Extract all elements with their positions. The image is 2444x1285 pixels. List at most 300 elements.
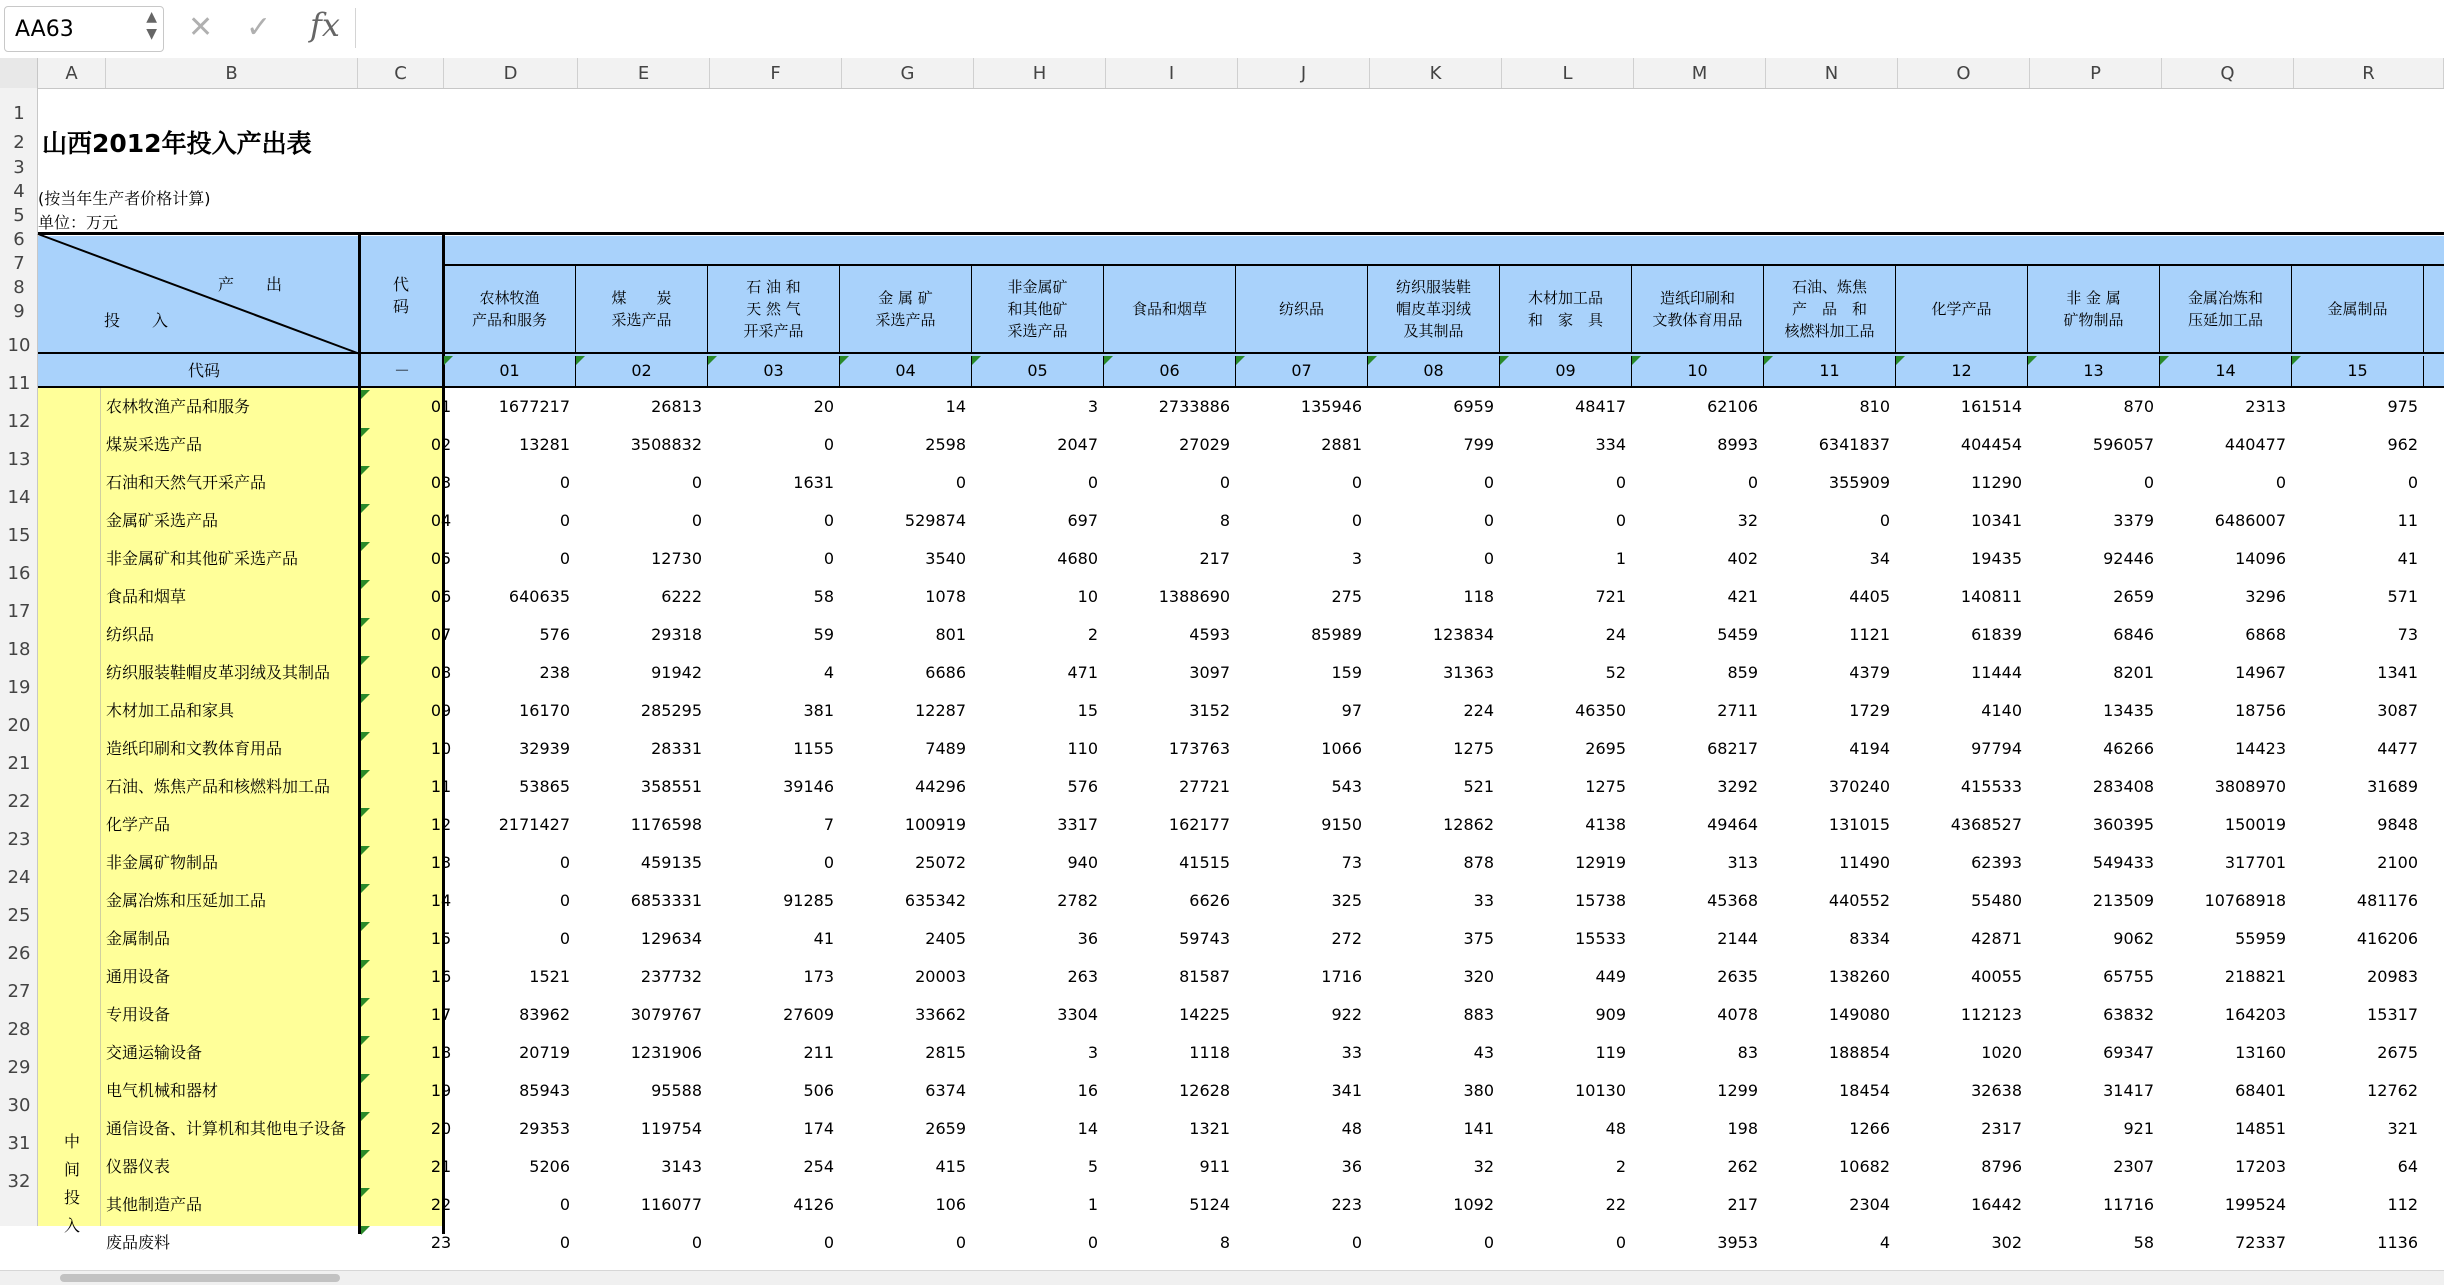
table-cell[interactable]: 129634 (640, 929, 702, 948)
row-name-20[interactable]: 通信设备、计算机和其他电子设备 (106, 1119, 347, 1138)
table-cell[interactable]: 0 (1351, 473, 1362, 492)
row-header-21[interactable]: 21 (7, 753, 31, 774)
table-cell[interactable]: 6486007 (2214, 511, 2286, 530)
row-header-28[interactable]: 28 (7, 1019, 31, 1040)
table-cell[interactable]: 262 (1727, 1157, 1758, 1176)
table-cell[interactable]: 283408 (2092, 777, 2154, 796)
table-cell[interactable]: 25072 (915, 853, 966, 872)
table-cell[interactable]: 3808970 (2214, 777, 2286, 796)
table-cell[interactable]: 1521 (529, 967, 570, 986)
table-cell[interactable]: 1155 (793, 739, 834, 758)
table-cell[interactable]: 3 (1087, 1043, 1098, 1062)
row-header-20[interactable]: 20 (7, 715, 31, 736)
table-cell[interactable]: 12862 (1443, 815, 1494, 834)
table-cell[interactable]: 2171427 (498, 815, 570, 834)
table-cell[interactable]: 0 (823, 1233, 834, 1252)
row-header-22[interactable]: 22 (7, 791, 31, 812)
column-header-J[interactable]: J (1238, 58, 1370, 88)
row-header-7[interactable]: 7 (13, 253, 25, 274)
table-cell[interactable]: 73 (2397, 625, 2418, 644)
table-cell[interactable]: 12628 (1179, 1081, 1230, 1100)
table-cell[interactable]: 112 (2387, 1195, 2418, 1214)
table-cell[interactable]: 2405 (925, 929, 966, 948)
table-cell[interactable]: 217 (1727, 1195, 1758, 1214)
table-cell[interactable]: 440477 (2224, 435, 2286, 454)
table-cell[interactable]: 4379 (1849, 663, 1890, 682)
row-header-12[interactable]: 12 (7, 411, 31, 432)
table-cell[interactable]: 0 (1087, 473, 1098, 492)
table-cell[interactable]: 32 (1737, 511, 1758, 530)
table-cell[interactable]: 5206 (529, 1157, 570, 1176)
table-cell[interactable]: 12287 (915, 701, 966, 720)
column-header-Q[interactable]: Q (2162, 58, 2294, 88)
table-cell[interactable]: 36 (1341, 1157, 1362, 1176)
table-cell[interactable]: 2100 (2377, 853, 2418, 872)
table-cell[interactable]: 313 (1727, 853, 1758, 872)
row-header-1[interactable]: 1 (13, 103, 25, 124)
table-cell[interactable]: 31363 (1443, 663, 1494, 682)
table-cell[interactable]: 1121 (1849, 625, 1890, 644)
table-cell[interactable]: 15 (1077, 701, 1098, 720)
table-cell[interactable]: 29318 (651, 625, 702, 644)
table-cell[interactable]: 9848 (2377, 815, 2418, 834)
table-cell[interactable]: 68401 (2235, 1081, 2286, 1100)
table-cell[interactable]: 1 (1087, 1195, 1098, 1214)
table-cell[interactable]: 2733886 (1158, 397, 1230, 416)
table-cell[interactable]: 1066 (1321, 739, 1362, 758)
table-cell[interactable]: 6222 (661, 587, 702, 606)
table-cell[interactable]: 1092 (1453, 1195, 1494, 1214)
table-cell[interactable]: 543 (1331, 777, 1362, 796)
table-cell[interactable]: 141 (1463, 1119, 1494, 1138)
table-cell[interactable]: 211 (803, 1043, 834, 1062)
table-cell[interactable]: 11716 (2103, 1195, 2154, 1214)
table-cell[interactable]: 1275 (1453, 739, 1494, 758)
column-header-O[interactable]: O (1898, 58, 2030, 88)
table-cell[interactable]: 27609 (783, 1005, 834, 1024)
row-header-25[interactable]: 25 (7, 905, 31, 926)
table-cell[interactable]: 263 (1067, 967, 1098, 986)
row-code-06[interactable]: 06 (430, 587, 452, 606)
table-cell[interactable]: 3087 (2377, 701, 2418, 720)
table-cell[interactable]: 3097 (1189, 663, 1230, 682)
table-cell[interactable]: 529874 (904, 511, 966, 530)
table-cell[interactable]: 334 (1595, 435, 1626, 454)
table-cell[interactable]: 0 (823, 853, 834, 872)
table-cell[interactable]: 404454 (1960, 435, 2022, 454)
table-cell[interactable]: 4368527 (1950, 815, 2022, 834)
table-cell[interactable]: 325 (1331, 891, 1362, 910)
table-cell[interactable]: 41 (813, 929, 834, 948)
table-cell[interactable]: 11444 (1971, 663, 2022, 682)
table-cell[interactable]: 52 (1605, 663, 1626, 682)
table-cell[interactable]: 2782 (1057, 891, 1098, 910)
table-cell[interactable]: 4126 (793, 1195, 834, 1214)
table-cell[interactable]: 975 (2387, 397, 2418, 416)
table-cell[interactable]: 48 (1605, 1119, 1626, 1138)
table-cell[interactable]: 40055 (1971, 967, 2022, 986)
table-cell[interactable]: 440552 (1828, 891, 1890, 910)
table-cell[interactable]: 118 (1463, 587, 1494, 606)
table-cell[interactable]: 164203 (2224, 1005, 2286, 1024)
table-cell[interactable]: 421 (1727, 587, 1758, 606)
table-cell[interactable]: 46350 (1575, 701, 1626, 720)
table-cell[interactable]: 1677217 (498, 397, 570, 416)
table-cell[interactable]: 0 (559, 853, 570, 872)
row-header-8[interactable]: 8 (13, 277, 25, 298)
table-cell[interactable]: 34 (1869, 549, 1890, 568)
table-cell[interactable]: 7489 (925, 739, 966, 758)
confirm-icon[interactable]: ✓ (246, 10, 272, 45)
table-cell[interactable]: 0 (1615, 511, 1626, 530)
table-cell[interactable]: 85989 (1311, 625, 1362, 644)
row-header-13[interactable]: 13 (7, 449, 31, 470)
row-header-18[interactable]: 18 (7, 639, 31, 660)
table-cell[interactable]: 272 (1331, 929, 1362, 948)
table-cell[interactable]: 42871 (1971, 929, 2022, 948)
select-all-corner[interactable] (0, 58, 38, 88)
table-cell[interactable]: 5459 (1717, 625, 1758, 644)
table-cell[interactable]: 506 (803, 1081, 834, 1100)
table-cell[interactable]: 161514 (1960, 397, 2022, 416)
table-cell[interactable]: 92446 (2103, 549, 2154, 568)
table-cell[interactable]: 26813 (651, 397, 702, 416)
table-cell[interactable]: 596057 (2092, 435, 2154, 454)
table-cell[interactable]: 275 (1331, 587, 1362, 606)
table-cell[interactable]: 110 (1067, 739, 1098, 758)
table-cell[interactable]: 360395 (2092, 815, 2154, 834)
row-header-30[interactable]: 30 (7, 1095, 31, 1116)
table-cell[interactable]: 9150 (1321, 815, 1362, 834)
table-cell[interactable]: 0 (559, 549, 570, 568)
table-cell[interactable]: 6341837 (1818, 435, 1890, 454)
table-cell[interactable]: 173 (803, 967, 834, 986)
table-cell[interactable]: 41515 (1179, 853, 1230, 872)
table-cell[interactable]: 20983 (2367, 967, 2418, 986)
table-cell[interactable]: 119754 (640, 1119, 702, 1138)
column-header-H[interactable]: H (974, 58, 1106, 88)
table-cell[interactable]: 95588 (651, 1081, 702, 1100)
table-cell[interactable]: 2695 (1585, 739, 1626, 758)
row-header-10[interactable]: 10 (7, 335, 31, 356)
row-header-26[interactable]: 26 (7, 943, 31, 964)
table-cell[interactable]: 6853331 (630, 891, 702, 910)
table-cell[interactable]: 140811 (1960, 587, 2022, 606)
table-cell[interactable]: 159 (1331, 663, 1362, 682)
table-cell[interactable]: 63832 (2103, 1005, 2154, 1024)
row-code-23[interactable]: 23 (430, 1233, 452, 1252)
table-cell[interactable]: 4680 (1057, 549, 1098, 568)
row-code-15[interactable]: 15 (430, 929, 452, 948)
table-cell[interactable]: 8796 (1981, 1157, 2022, 1176)
table-cell[interactable]: 6686 (925, 663, 966, 682)
table-cell[interactable]: 0 (1351, 511, 1362, 530)
row-code-21[interactable]: 21 (430, 1157, 452, 1176)
table-cell[interactable]: 36 (1077, 929, 1098, 948)
row-code-18[interactable]: 18 (430, 1043, 452, 1062)
table-cell[interactable]: 13160 (2235, 1043, 2286, 1062)
table-cell[interactable]: 69347 (2103, 1043, 2154, 1062)
column-header-L[interactable]: L (1502, 58, 1634, 88)
table-cell[interactable]: 3143 (661, 1157, 702, 1176)
row-header-24[interactable]: 24 (7, 867, 31, 888)
table-cell[interactable]: 3379 (2113, 511, 2154, 530)
table-cell[interactable]: 4405 (1849, 587, 1890, 606)
table-cell[interactable]: 5 (1087, 1157, 1098, 1176)
row-name-22[interactable]: 其他制造产品 (106, 1195, 203, 1214)
row-header-19[interactable]: 19 (7, 677, 31, 698)
table-cell[interactable]: 138260 (1828, 967, 1890, 986)
table-cell[interactable]: 799 (1463, 435, 1494, 454)
table-cell[interactable]: 123834 (1432, 625, 1494, 644)
table-cell[interactable]: 44296 (915, 777, 966, 796)
table-cell[interactable]: 1231906 (630, 1043, 702, 1062)
table-cell[interactable]: 150019 (2224, 815, 2286, 834)
table-cell[interactable]: 449 (1595, 967, 1626, 986)
table-cell[interactable]: 16 (1077, 1081, 1098, 1100)
table-cell[interactable]: 2313 (2245, 397, 2286, 416)
table-cell[interactable]: 0 (691, 511, 702, 530)
table-cell[interactable]: 53865 (519, 777, 570, 796)
table-cell[interactable]: 48 (1341, 1119, 1362, 1138)
table-cell[interactable]: 0 (1879, 511, 1890, 530)
table-cell[interactable]: 0 (559, 473, 570, 492)
table-cell[interactable]: 46266 (2103, 739, 2154, 758)
table-cell[interactable]: 0 (559, 1195, 570, 1214)
table-cell[interactable]: 0 (559, 891, 570, 910)
table-cell[interactable]: 0 (691, 473, 702, 492)
table-cell[interactable]: 16442 (1971, 1195, 2022, 1214)
table-cell[interactable]: 8993 (1717, 435, 1758, 454)
row-name-17[interactable]: 专用设备 (106, 1005, 171, 1024)
table-cell[interactable]: 2 (1615, 1157, 1626, 1176)
table-cell[interactable]: 8201 (2113, 663, 2154, 682)
table-cell[interactable]: 355909 (1828, 473, 1890, 492)
table-cell[interactable]: 317701 (2224, 853, 2286, 872)
table-cell[interactable]: 85943 (519, 1081, 570, 1100)
table-cell[interactable]: 4 (823, 663, 834, 682)
table-cell[interactable]: 1275 (1585, 777, 1626, 796)
row-code-10[interactable]: 10 (430, 739, 452, 758)
table-cell[interactable]: 62393 (1971, 853, 2022, 872)
table-cell[interactable]: 59743 (1179, 929, 1230, 948)
table-cell[interactable]: 9062 (2113, 929, 2154, 948)
column-header-G[interactable]: G (842, 58, 974, 88)
table-cell[interactable]: 199524 (2224, 1195, 2286, 1214)
table-cell[interactable]: 12762 (2367, 1081, 2418, 1100)
table-cell[interactable]: 0 (559, 511, 570, 530)
table-cell[interactable]: 135946 (1300, 397, 1362, 416)
table-cell[interactable]: 3 (1087, 397, 1098, 416)
table-cell[interactable]: 6626 (1189, 891, 1230, 910)
table-cell[interactable]: 878 (1463, 853, 1494, 872)
table-cell[interactable]: 116077 (640, 1195, 702, 1214)
table-cell[interactable]: 17203 (2235, 1157, 2286, 1176)
table-cell[interactable]: 8334 (1849, 929, 1890, 948)
table-cell[interactable]: 321 (2387, 1119, 2418, 1138)
table-cell[interactable]: 20003 (915, 967, 966, 986)
table-cell[interactable]: 481176 (2356, 891, 2418, 910)
table-cell[interactable]: 1388690 (1158, 587, 1230, 606)
table-cell[interactable]: 13435 (2103, 701, 2154, 720)
cancel-icon[interactable]: ✕ (188, 10, 214, 45)
table-cell[interactable]: 61839 (1971, 625, 2022, 644)
table-cell[interactable]: 119 (1595, 1043, 1626, 1062)
table-cell[interactable]: 10 (1077, 587, 1098, 606)
table-cell[interactable]: 4140 (1981, 701, 2022, 720)
table-cell[interactable]: 238 (539, 663, 570, 682)
table-cell[interactable]: 45368 (1707, 891, 1758, 910)
table-cell[interactable]: 2047 (1057, 435, 1098, 454)
table-cell[interactable]: 106 (935, 1195, 966, 1214)
table-cell[interactable]: 6959 (1453, 397, 1494, 416)
row-code-17[interactable]: 17 (430, 1005, 452, 1024)
table-cell[interactable]: 6868 (2245, 625, 2286, 644)
row-header-27[interactable]: 27 (7, 981, 31, 1002)
table-cell[interactable]: 27029 (1179, 435, 1230, 454)
name-box[interactable] (4, 6, 164, 52)
table-cell[interactable]: 380 (1463, 1081, 1494, 1100)
column-header-K[interactable]: K (1370, 58, 1502, 88)
table-cell[interactable]: 33 (1341, 1043, 1362, 1062)
table-cell[interactable]: 2307 (2113, 1157, 2154, 1176)
table-cell[interactable]: 55959 (2235, 929, 2286, 948)
table-cell[interactable]: 8 (1219, 511, 1230, 530)
row-name-11[interactable]: 石油、炼焦产品和核燃料加工品 (106, 777, 331, 796)
row-name-16[interactable]: 通用设备 (106, 967, 171, 986)
row-name-15[interactable]: 金属制品 (106, 929, 171, 948)
row-code-05[interactable]: 05 (430, 549, 452, 568)
table-cell[interactable]: 402 (1727, 549, 1758, 568)
table-cell[interactable]: 112123 (1960, 1005, 2022, 1024)
table-cell[interactable]: 1631 (793, 473, 834, 492)
table-cell[interactable]: 0 (1483, 549, 1494, 568)
row-name-04[interactable]: 金属矿采选产品 (106, 511, 219, 530)
row-code-12[interactable]: 12 (430, 815, 452, 834)
row-name-06[interactable]: 食品和烟草 (106, 587, 187, 606)
table-cell[interactable]: 0 (2143, 473, 2154, 492)
row-code-20[interactable]: 20 (430, 1119, 452, 1138)
row-header-14[interactable]: 14 (7, 487, 31, 508)
table-cell[interactable]: 4078 (1717, 1005, 1758, 1024)
table-cell[interactable]: 0 (559, 929, 570, 948)
column-header-F[interactable]: F (710, 58, 842, 88)
table-cell[interactable]: 97794 (1971, 739, 2022, 758)
table-cell[interactable]: 12919 (1575, 853, 1626, 872)
table-cell[interactable]: 302 (1991, 1233, 2022, 1252)
table-cell[interactable]: 1341 (2377, 663, 2418, 682)
row-header-32[interactable]: 32 (7, 1171, 31, 1192)
row-name-09[interactable]: 木材加工品和家具 (106, 701, 235, 720)
table-cell[interactable]: 3317 (1057, 815, 1098, 834)
column-header-E[interactable]: E (578, 58, 710, 88)
column-header-M[interactable]: M (1634, 58, 1766, 88)
column-header-I[interactable]: I (1106, 58, 1238, 88)
row-name-23[interactable]: 废品废料 (106, 1233, 171, 1252)
table-cell[interactable]: 416206 (2356, 929, 2418, 948)
table-cell[interactable]: 11290 (1971, 473, 2022, 492)
table-cell[interactable]: 883 (1463, 1005, 1494, 1024)
table-cell[interactable]: 1118 (1189, 1043, 1230, 1062)
table-cell[interactable]: 375 (1463, 929, 1494, 948)
row-code-19[interactable]: 19 (430, 1081, 452, 1100)
table-cell[interactable]: 4138 (1585, 815, 1626, 834)
table-cell[interactable]: 1266 (1849, 1119, 1890, 1138)
table-cell[interactable]: 58 (813, 587, 834, 606)
column-header-A[interactable]: A (38, 58, 106, 88)
table-cell[interactable]: 27721 (1179, 777, 1230, 796)
row-name-19[interactable]: 电气机械和器材 (106, 1081, 219, 1100)
column-header-D[interactable]: D (444, 58, 578, 88)
table-cell[interactable]: 100919 (904, 815, 966, 834)
row-name-07[interactable]: 纺织品 (106, 625, 155, 644)
table-cell[interactable]: 0 (1747, 473, 1758, 492)
table-cell[interactable]: 14225 (1179, 1005, 1230, 1024)
table-cell[interactable]: 921 (2123, 1119, 2154, 1138)
table-cell[interactable]: 16170 (519, 701, 570, 720)
table-cell[interactable]: 49464 (1707, 815, 1758, 834)
column-header-N[interactable]: N (1766, 58, 1898, 88)
table-cell[interactable]: 571 (2387, 587, 2418, 606)
row-name-08[interactable]: 纺织服装鞋帽皮革羽绒及其制品 (106, 663, 331, 682)
table-cell[interactable]: 471 (1067, 663, 1098, 682)
table-cell[interactable]: 1 (1615, 549, 1626, 568)
table-cell[interactable]: 28331 (651, 739, 702, 758)
table-cell[interactable]: 43 (1473, 1043, 1494, 1062)
table-cell[interactable]: 2659 (925, 1119, 966, 1138)
table-cell[interactable]: 20719 (519, 1043, 570, 1062)
table-cell[interactable]: 32 (1473, 1157, 1494, 1176)
row-header-16[interactable]: 16 (7, 563, 31, 584)
row-header-11[interactable]: 11 (7, 373, 31, 394)
table-cell[interactable]: 14 (945, 397, 966, 416)
table-cell[interactable]: 91942 (651, 663, 702, 682)
table-cell[interactable]: 198 (1727, 1119, 1758, 1138)
table-cell[interactable]: 174 (803, 1119, 834, 1138)
horizontal-scrollbar[interactable] (0, 1270, 2444, 1285)
row-header-31[interactable]: 31 (7, 1133, 31, 1154)
table-cell[interactable]: 2144 (1717, 929, 1758, 948)
table-cell[interactable]: 521 (1463, 777, 1494, 796)
row-code-03[interactable]: 03 (430, 473, 452, 492)
table-cell[interactable]: 32939 (519, 739, 570, 758)
horizontal-scrollbar-thumb[interactable] (60, 1274, 340, 1282)
row-name-18[interactable]: 交通运输设备 (106, 1043, 203, 1062)
table-cell[interactable]: 810 (1859, 397, 1890, 416)
table-cell[interactable]: 29353 (519, 1119, 570, 1138)
row-name-14[interactable]: 金属冶炼和压延加工品 (106, 891, 267, 910)
table-cell[interactable]: 64 (2397, 1157, 2418, 1176)
table-cell[interactable]: 4593 (1189, 625, 1230, 644)
column-header-R[interactable]: R (2294, 58, 2444, 88)
table-cell[interactable]: 149080 (1828, 1005, 1890, 1024)
table-cell[interactable]: 0 (1483, 473, 1494, 492)
table-cell[interactable]: 0 (955, 473, 966, 492)
table-cell[interactable]: 6374 (925, 1081, 966, 1100)
table-cell[interactable]: 1078 (925, 587, 966, 606)
row-header-3[interactable]: 3 (13, 157, 25, 178)
table-cell[interactable]: 11 (2397, 511, 2418, 530)
row-name-10[interactable]: 造纸印刷和文教体育用品 (106, 739, 283, 758)
row-header-29[interactable]: 29 (7, 1057, 31, 1078)
table-cell[interactable]: 188854 (1828, 1043, 1890, 1062)
table-cell[interactable]: 576 (1067, 777, 1098, 796)
column-header-P[interactable]: P (2030, 58, 2162, 88)
table-cell[interactable]: 370240 (1828, 777, 1890, 796)
row-name-01[interactable]: 农林牧渔产品和服务 (106, 397, 251, 416)
row-name-21[interactable]: 仪器仪表 (106, 1157, 171, 1176)
table-cell[interactable]: 0 (823, 511, 834, 530)
